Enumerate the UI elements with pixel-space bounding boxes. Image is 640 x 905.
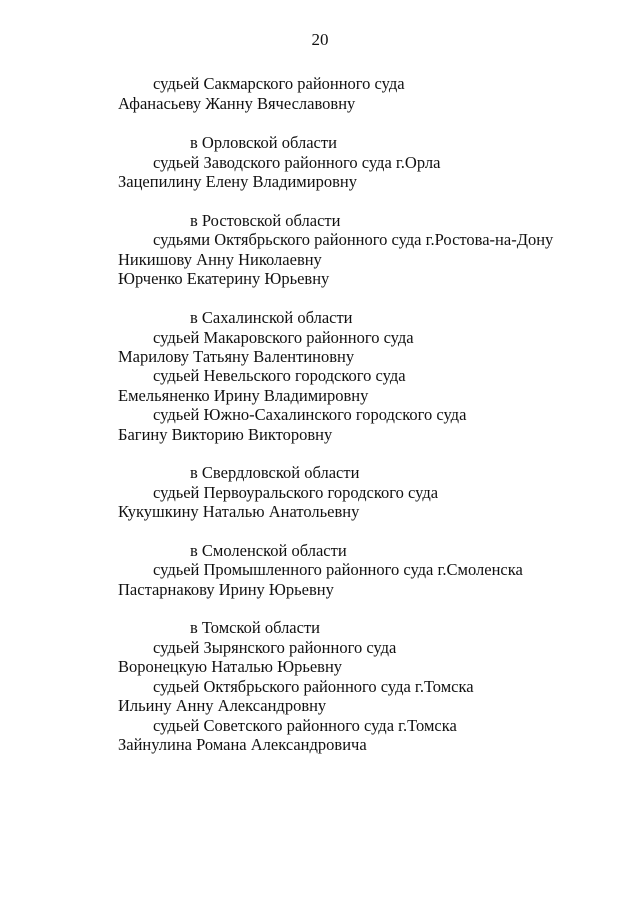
court-line: судьей Промышленного районного суда г.Смоленска [153, 560, 523, 579]
person-name: Емельяненко Ирину Владимировну [118, 386, 369, 405]
person-name: Багину Викторию Викторовну [118, 425, 333, 444]
court-line: судьей Октябрьского районного суда г.Томска [153, 677, 474, 696]
person-name: Зайнулина Романа Александровича [118, 735, 367, 754]
person-name: Кукушкину Наталью Анатольевну [118, 502, 360, 521]
region-heading: в Смоленской области [190, 541, 347, 560]
region-heading: в Орловской области [190, 133, 337, 152]
person-name: Юрченко Екатерину Юрьевну [118, 269, 330, 288]
court-line: судьей Южно-Сахалинского городского суда [153, 405, 467, 424]
region-heading: в Томской области [190, 618, 320, 637]
court-line: судьей Заводского районного суда г.Орла [153, 153, 441, 172]
region-heading: в Ростовской области [190, 211, 341, 230]
court-line: судьей Невельского городского суда [153, 366, 406, 385]
person-name: Афанасьеву Жанну Вячеславовну [118, 94, 356, 113]
page-number: 20 [311, 30, 329, 49]
court-line: судьей Сакмарского районного суда [153, 74, 405, 93]
person-name: Никишову Анну Николаевну [118, 250, 322, 269]
region-heading: в Сахалинской области [190, 308, 353, 327]
person-name: Зацепилину Елену Владимировну [118, 172, 357, 191]
court-line: судьей Первоуральского городского суда [153, 483, 439, 502]
person-name: Марилову Татьяну Валентиновну [118, 347, 355, 366]
person-name: Пастарнакову Ирину Юрьевну [118, 580, 334, 599]
person-name: Воронецкую Наталью Юрьевну [118, 657, 343, 676]
court-line: судьями Октябрьского районного суда г.Ростова-на-Дону [153, 230, 554, 249]
court-line: судьей Зырянского районного суда [153, 638, 397, 657]
court-line: судьей Макаровского районного суда [153, 328, 414, 347]
person-name: Ильину Анну Александровну [118, 696, 327, 715]
court-line: судьей Советского районного суда г.Томска [153, 716, 457, 735]
region-heading: в Свердловской области [190, 463, 360, 482]
